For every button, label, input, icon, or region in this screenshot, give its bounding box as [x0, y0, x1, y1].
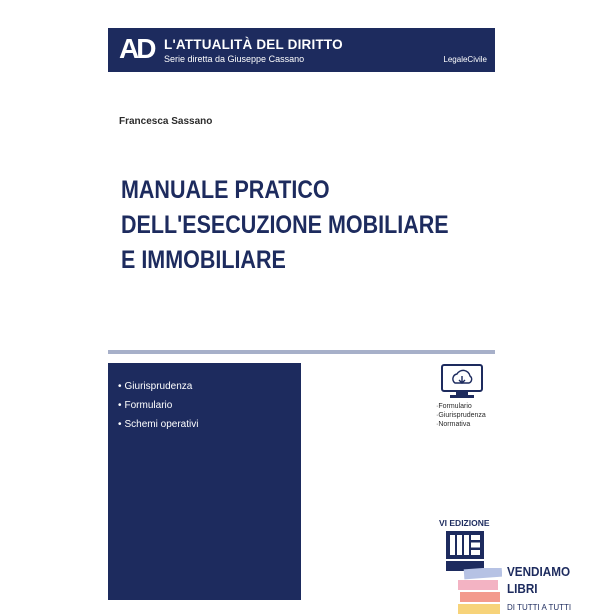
online-extra-item: · Normativa [436, 420, 486, 429]
monitor-download-icon [440, 363, 484, 401]
online-extras-list [436, 402, 486, 429]
book-stack-icon [458, 568, 502, 614]
series-logo: AD [119, 33, 154, 64]
series-title: L'ATTUALITÀ DEL DIRITTO [164, 37, 343, 52]
book-title-line-3: E IMMOBILIARE [121, 246, 286, 274]
author-name: Francesca Sassano [119, 116, 213, 127]
contents-item: • Schemi operativi [118, 415, 198, 434]
online-extra-item: · Giurisprudenza [436, 411, 486, 420]
collana-label: LegaleCivile [443, 55, 487, 64]
series-subtitle: Serie diretta da Giuseppe Cassano [164, 54, 305, 64]
contents-list [118, 377, 198, 434]
contents-item: • Giurisprudenza [118, 377, 198, 396]
book-title-line-1: MANUALE PRATICO [121, 176, 330, 204]
contents-panel [108, 363, 301, 600]
online-extra-item: · Formulario [436, 402, 486, 411]
watermark-vendiamo: VENDIAMO [507, 564, 571, 579]
series-header-band [108, 28, 495, 72]
contents-item: • Formulario [118, 396, 198, 415]
edition-label: VI EDIZIONE [439, 518, 490, 528]
maggioli-editore-logo [446, 531, 484, 571]
watermark-libri: LIBRI [507, 581, 538, 596]
book-title-line-2: DELL'ESECUZIONE MOBILIARE [121, 211, 449, 239]
divider-bar [108, 350, 495, 354]
book-cover [108, 28, 572, 612]
watermark-tagline: DI TUTTI A TUTTI [507, 603, 572, 612]
